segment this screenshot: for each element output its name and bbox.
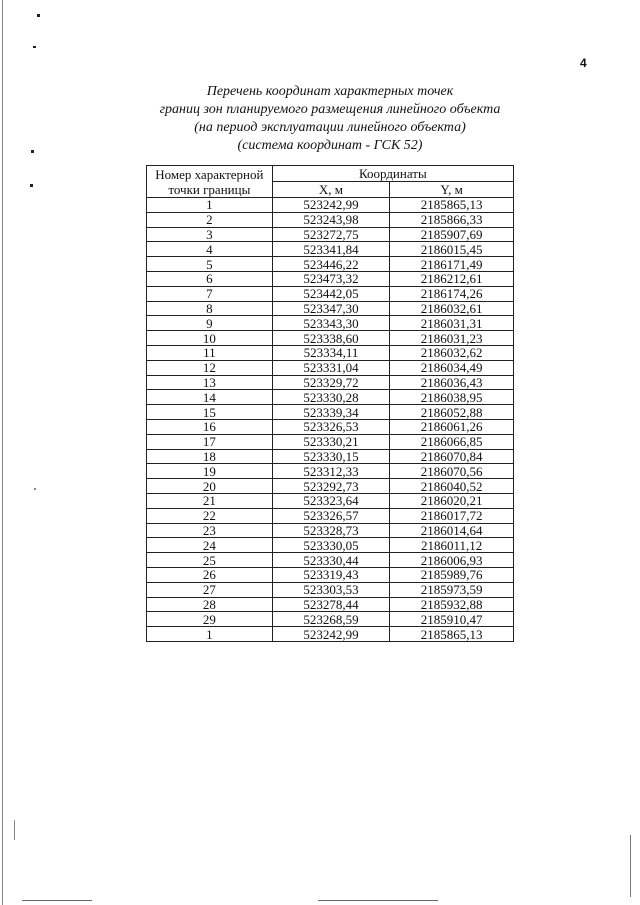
x-coordinate-cell: 523312,33	[272, 464, 390, 479]
point-number-cell: 21	[147, 493, 273, 508]
y-coordinate-cell: 2186020,21	[390, 493, 514, 508]
table-row	[147, 627, 514, 642]
y-coordinate-cell: 2185973,59	[390, 582, 514, 597]
y-coordinate-cell: 2186038,95	[390, 390, 514, 405]
y-coordinate-cell: 2185989,76	[390, 567, 514, 582]
point-number-cell: 14	[147, 390, 273, 405]
point-number-cell: 3	[147, 227, 273, 242]
table-body	[147, 198, 514, 642]
table-row	[147, 597, 514, 612]
title-line: границ зон планируемого размещения линейного объекта	[159, 102, 501, 117]
scan-dot	[33, 46, 36, 48]
x-coordinate-cell: 523303,53	[272, 582, 390, 597]
table-row	[147, 612, 514, 627]
x-coordinate-cell: 523268,59	[272, 612, 390, 627]
x-coordinate-cell: 523446,22	[272, 257, 390, 272]
table-row	[147, 242, 514, 257]
x-coordinate-cell: 523347,30	[272, 301, 390, 316]
x-coordinate-cell: 523334,11	[272, 345, 390, 360]
table-row	[147, 493, 514, 508]
point-number-cell: 19	[147, 464, 273, 479]
x-coordinate-cell: 523330,28	[272, 390, 390, 405]
x-coordinate-cell: 523442,05	[272, 286, 390, 301]
table-row	[147, 227, 514, 242]
x-coordinate-cell: 523473,32	[272, 271, 390, 286]
point-number-cell: 12	[147, 360, 273, 375]
page-number: 4	[580, 56, 587, 70]
table-row	[147, 331, 514, 346]
point-number-cell: 9	[147, 316, 273, 331]
table-row	[147, 390, 514, 405]
y-coordinate-cell: 2185865,13	[390, 198, 514, 213]
y-coordinate-cell: 2186014,64	[390, 523, 514, 538]
x-coordinate-cell: 523330,21	[272, 434, 390, 449]
point-number-cell: 28	[147, 597, 273, 612]
point-number-cell: 15	[147, 405, 273, 420]
y-coordinate-cell: 2186061,26	[390, 419, 514, 434]
x-coordinate-cell: 523242,99	[272, 627, 390, 642]
table-row	[147, 508, 514, 523]
x-coordinate-cell: 523339,34	[272, 405, 390, 420]
point-number-cell: 23	[147, 523, 273, 538]
table-row	[147, 449, 514, 464]
y-coordinate-cell: 2185865,13	[390, 627, 514, 642]
header-y: Y, м	[390, 182, 514, 198]
y-coordinate-cell: 2186031,23	[390, 331, 514, 346]
point-number-cell: 6	[147, 271, 273, 286]
point-number-cell: 13	[147, 375, 273, 390]
table-row	[147, 212, 514, 227]
header-x: X, м	[272, 182, 390, 198]
point-number-cell: 24	[147, 538, 273, 553]
x-coordinate-cell: 523331,04	[272, 360, 390, 375]
table-row	[147, 464, 514, 479]
x-coordinate-cell: 523343,30	[272, 316, 390, 331]
title-line: Перечень координат характерных точек	[206, 84, 454, 99]
y-coordinate-cell: 2186036,43	[390, 375, 514, 390]
point-number-cell: 17	[147, 434, 273, 449]
scan-edge-line	[14, 820, 15, 840]
y-coordinate-cell: 2185932,88	[390, 597, 514, 612]
point-number-cell: 26	[147, 567, 273, 582]
x-coordinate-cell: 523326,57	[272, 508, 390, 523]
table-row	[147, 301, 514, 316]
x-coordinate-cell: 523292,73	[272, 479, 390, 494]
scan-edge-line	[22, 900, 92, 901]
table-row	[147, 582, 514, 597]
point-number-cell: 29	[147, 612, 273, 627]
point-number-cell: 27	[147, 582, 273, 597]
point-number-cell: 11	[147, 345, 273, 360]
table-row	[147, 198, 514, 213]
scan-dot	[34, 488, 36, 490]
point-number-cell: 25	[147, 553, 273, 568]
y-coordinate-cell: 2186015,45	[390, 242, 514, 257]
y-coordinate-cell: 2186031,31	[390, 316, 514, 331]
y-coordinate-cell: 2186212,61	[390, 271, 514, 286]
point-number-cell: 2	[147, 212, 273, 227]
table-row	[147, 419, 514, 434]
table-row	[147, 434, 514, 449]
table-row	[147, 567, 514, 582]
y-coordinate-cell: 2186011,12	[390, 538, 514, 553]
table-row	[147, 479, 514, 494]
scan-dot	[30, 184, 33, 187]
table-row	[147, 375, 514, 390]
y-coordinate-cell: 2186070,56	[390, 464, 514, 479]
title-line: (на период эксплуатации линейного объекта)	[194, 120, 466, 135]
y-coordinate-cell: 2186032,61	[390, 301, 514, 316]
scan-edge-line	[2, 0, 3, 905]
table-row	[147, 257, 514, 272]
y-coordinate-cell: 2186070,84	[390, 449, 514, 464]
x-coordinate-cell: 523278,44	[272, 597, 390, 612]
point-number-cell: 16	[147, 419, 273, 434]
y-coordinate-cell: 2186052,88	[390, 405, 514, 420]
x-coordinate-cell: 523330,15	[272, 449, 390, 464]
y-coordinate-cell: 2186006,93	[390, 553, 514, 568]
x-coordinate-cell: 523330,05	[272, 538, 390, 553]
table-row	[147, 345, 514, 360]
point-number-cell: 22	[147, 508, 273, 523]
title-line: (система координат - ГСК 52)	[237, 138, 423, 153]
y-coordinate-cell: 2186032,62	[390, 345, 514, 360]
y-coordinate-cell: 2186066,85	[390, 434, 514, 449]
table-row	[147, 316, 514, 331]
x-coordinate-cell: 523329,72	[272, 375, 390, 390]
table-row	[147, 360, 514, 375]
x-coordinate-cell: 523341,84	[272, 242, 390, 257]
x-coordinate-cell: 523272,75	[272, 227, 390, 242]
point-number-cell: 7	[147, 286, 273, 301]
y-coordinate-cell: 2186017,72	[390, 508, 514, 523]
x-coordinate-cell: 523242,99	[272, 198, 390, 213]
point-number-cell: 5	[147, 257, 273, 272]
y-coordinate-cell: 2186040,52	[390, 479, 514, 494]
table-row	[147, 271, 514, 286]
table-row	[147, 523, 514, 538]
y-coordinate-cell: 2186034,49	[390, 360, 514, 375]
y-coordinate-cell: 2185910,47	[390, 612, 514, 627]
point-number-cell: 4	[147, 242, 273, 257]
x-coordinate-cell: 523328,73	[272, 523, 390, 538]
header-coordinates: Координаты	[272, 166, 513, 182]
x-coordinate-cell: 523319,43	[272, 567, 390, 582]
table-row	[147, 553, 514, 568]
table-row	[147, 286, 514, 301]
point-number-cell: 20	[147, 479, 273, 494]
table-row	[147, 538, 514, 553]
scan-dot	[37, 14, 40, 17]
y-coordinate-cell: 2185866,33	[390, 212, 514, 227]
x-coordinate-cell: 523323,64	[272, 493, 390, 508]
x-coordinate-cell: 523338,60	[272, 331, 390, 346]
scan-edge-line	[630, 835, 631, 897]
point-number-cell: 1	[147, 627, 273, 642]
point-number-cell: 18	[147, 449, 273, 464]
coordinates-table	[146, 165, 514, 642]
point-number-cell: 8	[147, 301, 273, 316]
scan-dot	[31, 150, 34, 153]
y-coordinate-cell: 2185907,69	[390, 227, 514, 242]
y-coordinate-cell: 2186174,26	[390, 286, 514, 301]
scan-edge-line	[318, 900, 438, 901]
document-title	[130, 83, 530, 155]
x-coordinate-cell: 523326,53	[272, 419, 390, 434]
point-number-cell: 1	[147, 198, 273, 213]
x-coordinate-cell: 523330,44	[272, 553, 390, 568]
point-number-cell: 10	[147, 331, 273, 346]
y-coordinate-cell: 2186171,49	[390, 257, 514, 272]
x-coordinate-cell: 523243,98	[272, 212, 390, 227]
header-point-number: Номер характерной точки границы	[147, 166, 273, 198]
table-row	[147, 405, 514, 420]
